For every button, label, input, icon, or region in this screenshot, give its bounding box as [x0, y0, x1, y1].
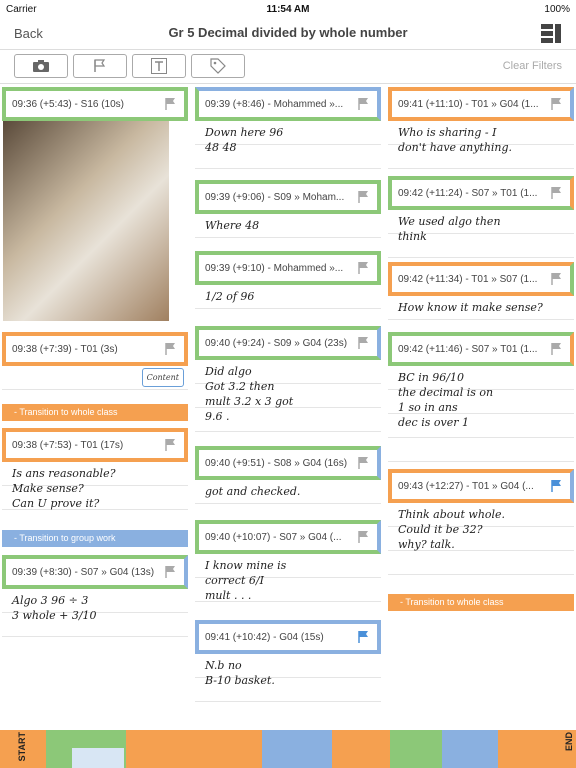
- timeline-start-label: START: [17, 732, 27, 762]
- timeline-segment[interactable]: [332, 730, 390, 768]
- text-filter-button[interactable]: [132, 54, 186, 78]
- layout-toggle-icon[interactable]: [540, 23, 562, 45]
- event-label: 09:40 (+9:51) - S08 » G04 (16s): [205, 457, 348, 469]
- transition-banner: - Transition to whole class: [388, 594, 574, 611]
- event-card[interactable]: [2, 332, 188, 366]
- event-label: 09:41 (+11:10) - T01 » G04 (1...: [398, 98, 539, 110]
- event-label: 09:36 (+5:43) - S16 (10s): [12, 98, 125, 110]
- event-label: 09:42 (+11:46) - S07 » T01 (1...: [398, 343, 538, 355]
- text-icon: [151, 58, 167, 74]
- event-label: 09:41 (+10:42) - G04 (15s): [205, 631, 324, 643]
- event-label: 09:42 (+11:34) - T01 » S07 (1...: [398, 273, 538, 285]
- timeline-segment[interactable]: [390, 730, 442, 768]
- flag-icon[interactable]: [357, 456, 371, 470]
- event-card[interactable]: [195, 87, 381, 121]
- classroom-photo[interactable]: [3, 121, 169, 321]
- battery-label: 100%: [544, 3, 570, 15]
- filter-toolbar: [0, 50, 576, 84]
- flag-icon[interactable]: [357, 530, 371, 544]
- event-card[interactable]: [388, 469, 574, 503]
- event-card[interactable]: [195, 520, 381, 554]
- flag-icon[interactable]: [357, 336, 371, 350]
- note: Who is sharing - I don't have anything.: [388, 121, 574, 173]
- flag-filter-button[interactable]: [73, 54, 127, 78]
- timeline-segment[interactable]: [206, 730, 262, 768]
- note: BC in 96/10 the decimal is on 1 so in ans dec is over 1: [388, 366, 574, 464]
- note: got and checked.: [195, 480, 381, 516]
- event-label: 09:43 (+12:27) - T01 » G04 (...: [398, 480, 534, 492]
- camera-filter-button[interactable]: [14, 54, 68, 78]
- event-card[interactable]: [2, 428, 188, 462]
- timeline-segment[interactable]: [262, 730, 332, 768]
- event-label: 09:38 (+7:39) - T01 (3s): [12, 343, 118, 355]
- flag-icon[interactable]: [550, 186, 564, 200]
- note: Algo 3 96 ÷ 3 3 whole + 3/10: [2, 589, 188, 639]
- event-label: 09:38 (+7:53) - T01 (17s): [12, 439, 124, 451]
- event-card[interactable]: [195, 446, 381, 480]
- navigation-bar: [0, 18, 576, 50]
- page-title: Gr 5 Decimal divided by whole number: [168, 25, 408, 40]
- event-label: 09:39 (+9:10) - Mohammed »...: [205, 262, 344, 274]
- flag-icon[interactable]: [550, 479, 564, 493]
- event-card[interactable]: [2, 87, 188, 121]
- transition-banner: - Transition to group work: [2, 530, 188, 547]
- event-label: 09:40 (+9:24) - S09 » G04 (23s): [205, 337, 348, 349]
- event-card[interactable]: [388, 87, 574, 121]
- flag-icon[interactable]: [357, 190, 371, 204]
- flag-icon[interactable]: [164, 97, 178, 111]
- timeline-segment[interactable]: [126, 730, 206, 768]
- note: We used algo then think: [388, 210, 574, 258]
- content-tag[interactable]: Content: [142, 368, 184, 387]
- note: Think about whole. Could it be 32? why? talk.: [388, 503, 574, 591]
- event-label: 09:40 (+10:07) - S07 » G04 (...: [205, 531, 342, 543]
- note-text: [12, 401, 77, 402]
- note: Down here 96 48 48: [195, 121, 381, 177]
- flag-icon: [93, 59, 107, 73]
- transition-banner: - Transition to whole class: [2, 404, 188, 421]
- event-card[interactable]: [388, 176, 574, 210]
- flag-icon[interactable]: [550, 272, 564, 286]
- flag-icon[interactable]: [357, 261, 371, 275]
- note: [2, 366, 188, 402]
- event-label: 09:39 (+8:46) - Mohammed »...: [205, 98, 344, 110]
- timeline-end-label: END: [564, 732, 574, 752]
- event-card[interactable]: [2, 555, 188, 589]
- note: Is ans reasonable? Make sense? Can U prove it?: [2, 462, 188, 528]
- event-label: 09:39 (+8:30) - S07 » G04 (13s): [12, 566, 155, 578]
- event-card[interactable]: [388, 262, 574, 296]
- event-label: 09:42 (+11:24) - S07 » T01 (1...: [398, 187, 538, 199]
- event-card[interactable]: [195, 326, 381, 360]
- note: Did algo Got 3.2 then mult 3.2 x 3 got 9.6 .: [195, 360, 381, 442]
- flag-icon[interactable]: [164, 342, 178, 356]
- status-bar: [0, 0, 576, 18]
- back-button[interactable]: Back: [14, 26, 43, 41]
- timeline-segment[interactable]: [442, 730, 498, 768]
- flag-icon[interactable]: [164, 565, 178, 579]
- note: 1/2 of 96: [195, 285, 381, 323]
- clock: 11:54 AM: [266, 3, 310, 15]
- note: Where 48: [195, 214, 381, 248]
- event-card[interactable]: [195, 251, 381, 285]
- event-card[interactable]: [195, 620, 381, 654]
- event-card[interactable]: [195, 180, 381, 214]
- flag-icon[interactable]: [550, 342, 564, 356]
- note: N.b no B-10 basket.: [195, 654, 381, 704]
- flag-icon[interactable]: [550, 97, 564, 111]
- note: How know it make sense?: [388, 296, 574, 330]
- camera-icon: [33, 60, 49, 72]
- flag-icon[interactable]: [357, 97, 371, 111]
- flag-icon[interactable]: [357, 630, 371, 644]
- clear-filters-button[interactable]: Clear Filters: [502, 60, 562, 72]
- flag-icon[interactable]: [164, 438, 178, 452]
- event-card[interactable]: [388, 332, 574, 366]
- event-label: 09:39 (+9:06) - S09 » Moham...: [205, 191, 345, 203]
- carrier-label: Carrier: [6, 3, 37, 15]
- note: I know mine is correct 6/I mult . . .: [195, 554, 381, 616]
- timeline-viewport-indicator[interactable]: [72, 748, 124, 768]
- tag-icon: [210, 58, 226, 74]
- tag-filter-button[interactable]: [191, 54, 245, 78]
